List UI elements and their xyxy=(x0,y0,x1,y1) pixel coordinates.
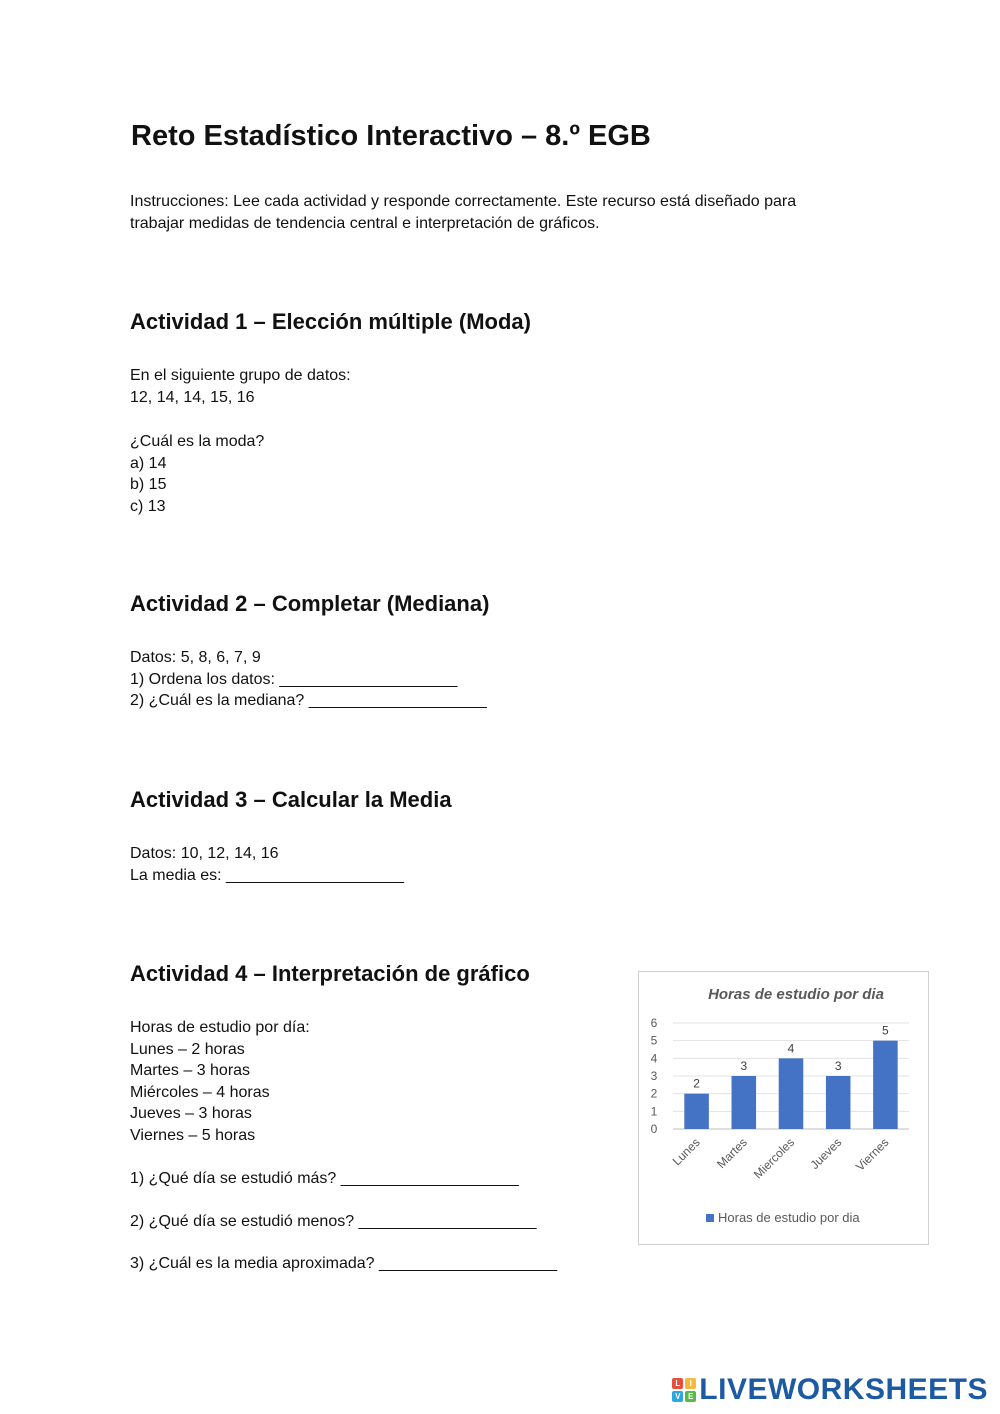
data-label: 5 xyxy=(882,1023,889,1038)
y-tick-label: 2 xyxy=(650,1086,658,1101)
chart-title: Horas de estudio por dia xyxy=(708,986,884,1003)
page-title: Reto Estadístico Interactivo – 8.º EGB xyxy=(131,120,651,152)
x-tick-label: Lunes xyxy=(669,1135,703,1169)
logo-tile: I xyxy=(685,1378,696,1389)
activity-4-q1-field[interactable]: 1) ¿Qué día se estudió más? ____________________ xyxy=(130,1170,519,1187)
activity-2-heading: Actividad 2 – Completar (Mediana) xyxy=(130,591,490,616)
activity-2-median-field[interactable]: 2) ¿Cuál es la mediana? ____________________ xyxy=(130,692,487,709)
data-label: 2 xyxy=(693,1076,700,1091)
x-tick-label: Martes xyxy=(714,1135,750,1172)
activity-4-heading: Actividad 4 – Interpretación de gráfico xyxy=(130,961,530,986)
data-label: 3 xyxy=(834,1059,842,1073)
y-tick-label: 1 xyxy=(650,1104,658,1119)
activity-4-body xyxy=(130,1017,310,1146)
y-tick-label: 3 xyxy=(650,1069,658,1083)
activity-4-q2-field[interactable]: 2) ¿Qué día se estudió menos? ____________________ xyxy=(130,1213,537,1230)
bar xyxy=(732,1076,757,1129)
legend-swatch xyxy=(706,1214,714,1222)
activity-4-line: Lunes – 2 horas xyxy=(130,1040,245,1058)
y-tick-label: 4 xyxy=(650,1051,658,1066)
bar-chart xyxy=(638,971,929,1245)
activity-4-line: Miércoles – 4 horas xyxy=(130,1083,270,1101)
data-label: 3 xyxy=(740,1059,748,1073)
logo-mark xyxy=(672,1378,696,1402)
activity-2-body xyxy=(130,647,487,712)
activity-1-line: En el siguiente grupo de datos: xyxy=(130,367,351,384)
bar xyxy=(826,1076,851,1129)
y-tick-label: 0 xyxy=(650,1122,658,1136)
legend-label: Horas de estudio por dia xyxy=(718,1210,860,1225)
activity-1-heading: Actividad 1 – Elección múltiple (Moda) xyxy=(130,309,531,334)
option-b[interactable]: b) 15 xyxy=(130,476,167,493)
logo-text: LIVEWORKSHEETS xyxy=(699,1373,988,1406)
x-tick-label: Viernes xyxy=(852,1135,892,1174)
bar xyxy=(779,1058,804,1129)
logo-tile: L xyxy=(672,1378,683,1389)
liveworksheets-logo xyxy=(672,1373,988,1407)
activity-2-data: Datos: 5, 8, 6, 7, 9 xyxy=(130,649,261,666)
activity-4-line: Horas de estudio por día: xyxy=(130,1019,310,1036)
activity-4-line: Martes – 3 horas xyxy=(130,1062,251,1079)
option-c[interactable]: c) 13 xyxy=(130,497,166,515)
activity-4-line: Jueves – 3 horas xyxy=(130,1105,252,1122)
activity-1-body xyxy=(130,365,351,517)
y-tick-label: 6 xyxy=(650,1016,658,1030)
activity-1-data: 12, 14, 14, 15, 16 xyxy=(130,388,255,406)
x-tick-label: Jueves xyxy=(807,1135,845,1173)
instructions-text: Instrucciones: Lee cada actividad y responde correctamente. Este recurso está diseñado para trabajar medidas de tendencia central e interpretación de gráficos. xyxy=(130,193,797,232)
activity-3-mean-field[interactable]: La media es: ____________________ xyxy=(130,866,405,884)
bar xyxy=(684,1094,709,1129)
option-a[interactable]: a) 14 xyxy=(130,454,167,472)
data-label: 4 xyxy=(787,1041,795,1056)
x-tick-label: Miercoles xyxy=(750,1135,798,1182)
activity-1-question: ¿Cuál es la moda? xyxy=(130,433,265,450)
activity-4-line: Viernes – 5 horas xyxy=(130,1126,256,1144)
y-tick-label: 5 xyxy=(650,1033,658,1048)
activity-2-order-field[interactable]: 1) Ordena los datos: ____________________ xyxy=(130,670,458,688)
activity-4-q3-field[interactable]: 3) ¿Cuál es la media aproximada? ____________________ xyxy=(130,1255,557,1272)
bar xyxy=(873,1041,898,1129)
activity-3-data: Datos: 10, 12, 14, 16 xyxy=(130,845,279,862)
chart-svg xyxy=(639,972,928,1244)
logo-tile: E xyxy=(685,1391,696,1402)
logo-tile: V xyxy=(672,1391,683,1402)
activity-3-body xyxy=(130,843,404,886)
activity-3-heading: Actividad 3 – Calcular la Media xyxy=(130,787,452,812)
